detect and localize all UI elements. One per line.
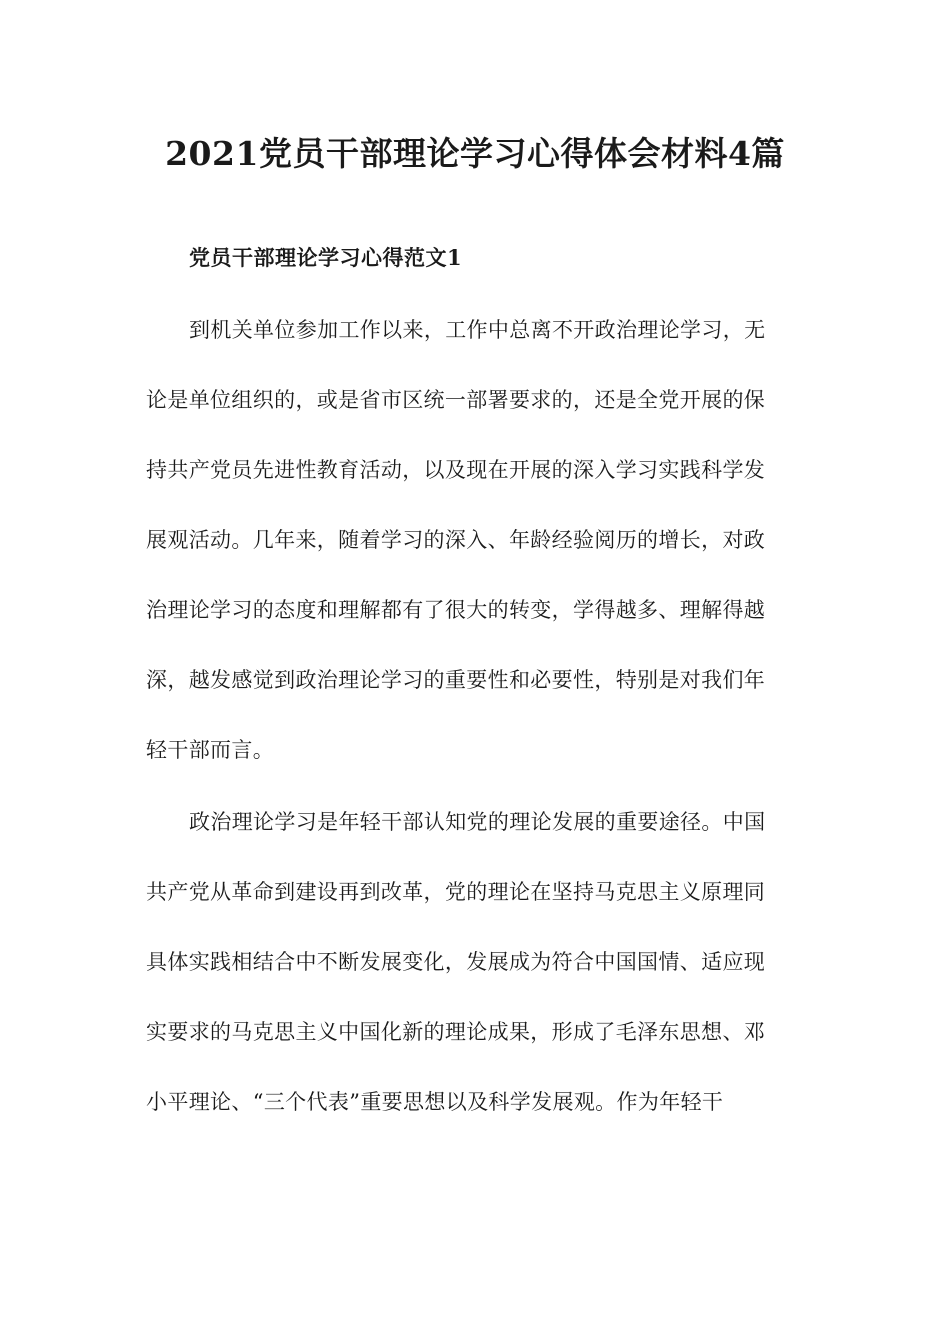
paragraph-line: 持共产党员先进性教育活动，以及现在开展的深入学习实践科学发 [146,458,766,482]
paragraph-line: 具体实践相结合中不断发展变化，发展成为符合中国国情、适应现 [146,950,766,974]
paragraph-line: 展观活动。几年来，随着学习的深入、年龄经验阅历的增长，对政 [146,528,766,552]
paragraph-line: 到机关单位参加工作以来，工作中总离不开政治理论学习，无 [189,318,766,342]
paragraph-line: 治理论学习的态度和理解都有了很大的转变，学得越多、理解得越 [146,598,766,622]
paragraph-line: 小平理论、“三个代表”重要思想以及科学发展观。作为年轻干 [146,1090,724,1114]
paragraph-line: 深，越发感觉到政治理论学习的重要性和必要性，特别是对我们年 [146,668,766,692]
paragraph-line: 共产党从革命到建设再到改革，党的理论在坚持马克思主义原理同 [146,880,766,904]
paragraph-line: 轻干部而言。 [146,738,275,762]
section-heading: 党员干部理论学习心得范文1 [189,245,463,270]
paragraph-line: 论是单位组织的，或是省市区统一部署要求的，还是全党开展的保 [146,388,766,412]
paragraph-line: 政治理论学习是年轻干部认知党的理论发展的重要途径。中国 [189,810,766,834]
document-title: 2021党员干部理论学习心得体会材料4篇 [165,134,785,173]
paragraph-line: 实要求的马克思主义中国化新的理论成果，形成了毛泽东思想、邓 [146,1020,766,1044]
